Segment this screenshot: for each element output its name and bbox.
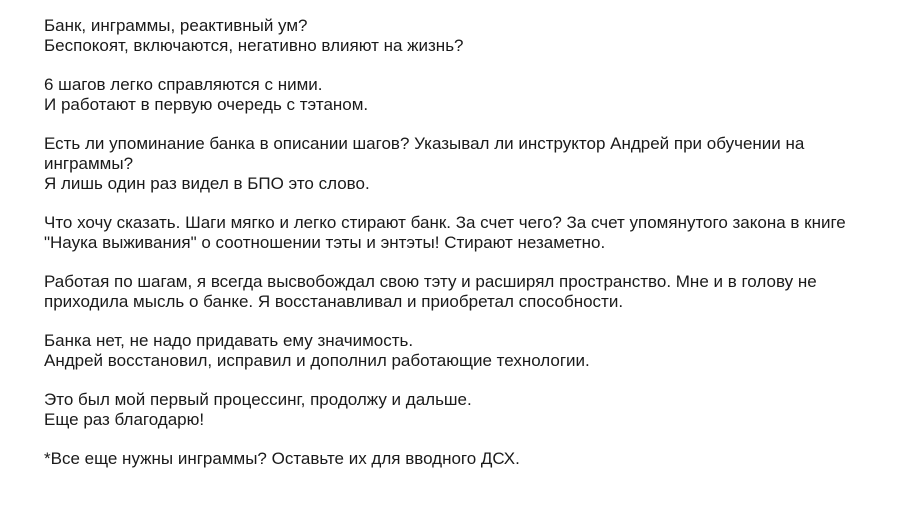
- paragraph-6: [44, 331, 894, 370]
- text-line: Банка нет, не надо придавать ему значимость.: [44, 331, 414, 351]
- text-line: Это был мой первый процессинг, продолжу и дальше.: [44, 390, 472, 410]
- text-line: Банк, инграммы, реактивный ум?: [44, 16, 308, 35]
- paragraph-4: [44, 213, 894, 252]
- text-line: 6 шагов легко справляются с ними.: [44, 75, 323, 95]
- text-line: "Наука выживания" о соотношении тэты и энтэты! Стирают незаметно.: [44, 232, 606, 252]
- text-line: *Все еще нужны инграммы? Оставьте их для вводного ДСХ.: [44, 449, 520, 469]
- paragraph-3: [44, 134, 894, 193]
- text-line: Андрей восстановил, исправил и дополнил работающие технологии.: [44, 350, 590, 370]
- paragraph-7: [44, 390, 894, 429]
- document-body: [44, 16, 894, 469]
- text-line: Есть ли упоминание банка в описании шагов? Указывал ли инструктор Андрей при обучении на: [44, 134, 805, 154]
- paragraph-8: [44, 449, 894, 469]
- text-line: инграммы?: [44, 153, 134, 173]
- paragraph-2: [44, 75, 894, 114]
- paragraph-1: [44, 16, 894, 55]
- text-line: Беспокоят, включаются, негативно влияют на жизнь?: [44, 35, 464, 55]
- text-line: Еще раз благодарю!: [44, 409, 205, 429]
- text-line: И работают в первую очередь с тэтаном.: [44, 94, 369, 114]
- text-line: Что хочу сказать. Шаги мягко и легко стирают банк. За счет чего? За счет упомянутого закона в книге: [44, 212, 846, 232]
- text-line: Работая по шагам, я всегда высвобождал свою тэту и расширял пространство. Мне и в голову не: [44, 272, 817, 292]
- paragraph-5: [44, 272, 894, 311]
- text-line: приходила мысль о банке. Я восстанавливал и приобретал способности.: [44, 291, 624, 311]
- text-line: Я лишь один раз видел в БПО это слово.: [44, 173, 370, 193]
